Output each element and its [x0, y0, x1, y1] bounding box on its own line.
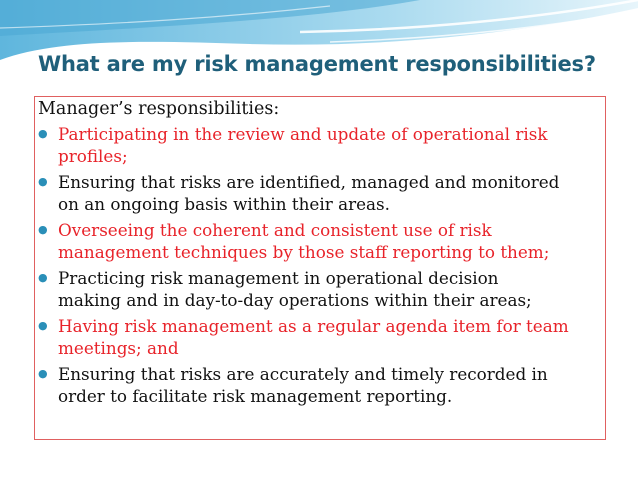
bullet-icon: ●: [38, 367, 48, 380]
bullet-line: making and in day-to-day operations within their areas;: [58, 290, 532, 310]
bullet-text: [58, 123, 547, 167]
bullet-line: Having risk management as a regular agenda item for team: [58, 316, 569, 336]
intro-text: Manager’s responsibilities:: [38, 99, 280, 119]
bullet-line: meetings; and: [58, 338, 179, 358]
bullet-text: [58, 267, 532, 311]
list-item: [38, 315, 602, 359]
bullet-icon: ●: [38, 175, 48, 188]
list-item: [38, 219, 602, 263]
bullet-text: [58, 315, 569, 359]
responsibility-list: [38, 123, 602, 411]
bullet-line: management techniques by those staff reporting to them;: [58, 242, 550, 262]
list-item: [38, 123, 602, 167]
bullet-line: profiles;: [58, 146, 128, 166]
bullet-line: Participating in the review and update of operational risk: [58, 124, 548, 144]
bullet-line: Ensuring that risks are accurately and timely recorded in: [58, 364, 548, 384]
slide-title: What are my risk management responsibilities?: [38, 52, 596, 76]
bullet-icon: ●: [38, 271, 48, 284]
list-item: [38, 267, 602, 311]
bullet-text: [58, 363, 548, 407]
bullet-line: Practicing risk management in operational decision: [58, 268, 499, 288]
bullet-line: on an ongoing basis within their areas.: [58, 194, 390, 214]
bullet-icon: ●: [38, 223, 48, 236]
list-item: [38, 363, 602, 407]
bullet-text: [58, 219, 549, 263]
bullet-text: [58, 171, 559, 215]
bullet-line: Overseeing the coherent and consistent use of risk: [58, 220, 492, 240]
bullet-icon: ●: [38, 127, 48, 140]
list-item: [38, 171, 602, 215]
bullet-line: order to facilitate risk management reporting.: [58, 386, 453, 406]
bullet-line: Ensuring that risks are identified, managed and monitored: [58, 172, 560, 192]
bullet-icon: ●: [38, 319, 48, 332]
